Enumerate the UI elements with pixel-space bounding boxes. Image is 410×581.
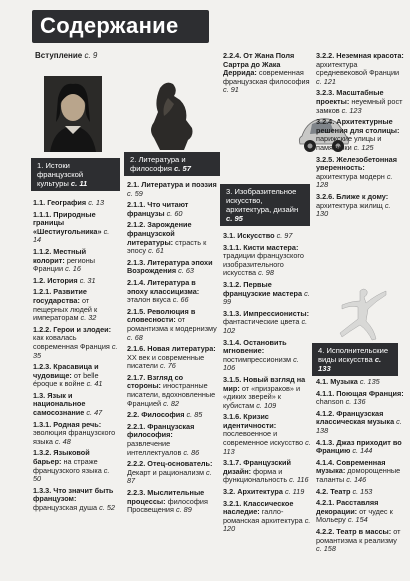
toc-entry[interactable] (33, 421, 119, 447)
toc-entry-page: с. 130 (316, 200, 391, 219)
toc-entry[interactable] (33, 211, 119, 245)
toc-entry-desc: от романтизма к модернизму (127, 315, 217, 333)
toc-entry[interactable] (127, 460, 217, 486)
toc-entry-number: 3.1.6. (223, 412, 244, 422)
toc-entry-number: 2.2.2. (127, 459, 148, 469)
toc-entry-desc: неуемный рост замков (316, 96, 403, 115)
toc-entry-page: с. 158 (316, 544, 336, 554)
toc-entry[interactable] (33, 288, 119, 322)
toc-entry-page: с. 35 (33, 341, 118, 360)
toc-entry[interactable] (223, 413, 311, 456)
toc-entry-desc: парижские улицы и памятники (316, 134, 382, 152)
toc-entry-page: с. 13 (88, 198, 105, 207)
toc-entry-title: Остановить мгновение: (223, 337, 287, 356)
toc-entry-number: 1.2.3. (33, 362, 54, 372)
toc-entry-number: 2.2.3. (127, 488, 148, 497)
toc-entry[interactable] (223, 281, 311, 307)
toc-entry-page: с. 41 (86, 379, 103, 389)
toc-entry-page: с. 120 (223, 515, 311, 534)
toc-entry-title: Родная речь: (53, 419, 102, 429)
toc-entry[interactable] (316, 459, 404, 485)
toc-entry-title: Классическое наследие: (223, 498, 294, 517)
toc-entry-desc: архитектура модерн (316, 171, 385, 181)
toc-entry-title: Архитектурные решения для столицы: (316, 117, 400, 135)
toc-entry-page: с. 52 (99, 503, 115, 512)
toc-entry-title: Французская философия: (127, 421, 195, 440)
toc-entry-page: с. 128 (316, 171, 393, 190)
toc-entry-desc: XX век и современные писатели (127, 352, 205, 371)
toc-entry-desc: архитектура жилищ (316, 200, 383, 210)
toc-entry-number: 1.1.2. (33, 246, 54, 256)
toc-entry-page: с. 91 (223, 85, 239, 95)
toc-entry-desc: доморощенные таланты (316, 466, 401, 484)
toc-entry[interactable] (33, 449, 119, 483)
toc-entry-number: 4.2.1. (316, 498, 337, 508)
toc-entry-title: Новый взгляд на мир: (223, 374, 306, 393)
toc-entry-number: 2.2.4. (223, 51, 244, 60)
toc-entry-number: 3.2.2. (316, 51, 337, 60)
toc-entry-page: с. 16 (65, 264, 81, 274)
toc-column-4 (316, 52, 404, 222)
toc-entry-title: Современная музыка: (316, 457, 386, 476)
toc-entry-page: с. 32 (80, 313, 97, 323)
toc-entry-desc: от чудес к Мольеру (316, 506, 393, 525)
toc-entry-desc: галло-романская архитектура (223, 507, 303, 525)
toc-entry-desc: развлечение интеллектуалов (127, 439, 182, 457)
toc-entry-page: с. 154 (347, 515, 368, 525)
toc-entry-number: 3.2.4. (316, 117, 337, 127)
toc-entry-page: с. 135 (359, 377, 380, 386)
toc-entry-title: Литература эпохи Возрождения (127, 257, 213, 276)
toc-entry-title: Развитие государства: (33, 287, 87, 305)
toc-entry-page: с. 121 (316, 76, 336, 86)
toc-entry[interactable] (316, 52, 404, 86)
toc-entry-desc: от пещерных людей к императорам (33, 295, 98, 323)
toc-entry-desc: философия Просвещения (127, 496, 208, 515)
toc-entry-title: Французский дизайн: (223, 458, 292, 476)
toc-column-3-top (223, 52, 311, 98)
toc-entry-page: с. 123 (341, 105, 362, 115)
toc-entry[interactable] (223, 459, 311, 485)
toc-entry-number: 2.1.3. (127, 257, 148, 267)
toc-entry-title: Революция в словесности: (127, 306, 196, 325)
toc-entry-desc: Декарт и рационализм (127, 467, 204, 477)
toc-entry-page: с. 48 (54, 436, 71, 446)
toc-entry-page: с. 31 (79, 275, 96, 285)
toc-entry-title: Масштабные проекты: (316, 88, 384, 106)
section-title-1: 1. Истоки французской культуры (37, 161, 84, 188)
toc-entry-number: 1.3. (33, 390, 48, 400)
section-head-3[interactable] (220, 184, 310, 226)
toc-entry[interactable] (223, 500, 311, 534)
toc-entry[interactable] (316, 488, 404, 497)
toc-entry-number: 1.3.3. (33, 485, 54, 495)
toc-entry[interactable] (33, 199, 119, 208)
toc-entry-page: с. 60 (166, 208, 183, 218)
toc-entry-page: с. 102 (223, 317, 308, 335)
toc-entry-title: Музыка (330, 377, 358, 386)
toc-entry-page: с. 86 (183, 447, 200, 457)
toc-entry[interactable] (127, 201, 217, 218)
toc-entry-title: Расставляя декорации: (316, 498, 379, 516)
toc-entry-page: с. 85 (186, 410, 203, 420)
toc-entry[interactable] (316, 193, 404, 219)
toc-entry-desc: на страже французского языка (33, 457, 102, 475)
toc-entry-title: Искусство (237, 231, 275, 240)
toc-entry-number: 1.2. (33, 275, 48, 285)
toc-entry-title: От Жана Поля Сартра до Жака Деррида: (223, 51, 295, 78)
toc-entry-title: Кризис идентичности: (223, 412, 277, 430)
toc-entry-number: 2.1.2. (127, 220, 148, 230)
toc-entry[interactable] (316, 528, 404, 554)
toc-entry-page: с. 89 (175, 505, 192, 515)
toc-entry[interactable] (316, 378, 404, 387)
toc-entry-page: с. 50 (33, 465, 110, 484)
toc-entry[interactable] (223, 232, 311, 241)
toc-entry-number: 3.1.1. (223, 242, 244, 252)
section-title-3: 3. Изобразительное искусство, архитектура, дизайн (226, 187, 299, 214)
toc-entry-title: Язык и национальное самосознание (33, 390, 86, 418)
toc-entry[interactable] (223, 488, 311, 497)
toc-entry-desc: страсть к эпосу (127, 237, 207, 256)
toc-entry-desc: эталон вкуса (127, 295, 171, 305)
toc-entry-page: с. 144 (352, 446, 373, 456)
section-title-2: 2. Литература и философия (130, 155, 186, 173)
title-bar (32, 10, 209, 43)
toc-entry[interactable] (127, 423, 217, 457)
toc-entry-number: 3.2.5. (316, 154, 337, 164)
toc-entry[interactable] (316, 410, 404, 436)
descartes-portrait-image (44, 76, 102, 152)
toc-entry-number: 3.1.3. (223, 308, 244, 318)
toc-entry-number: 1.3.2. (33, 448, 54, 458)
toc-entry-number: 3.1.4. (223, 337, 244, 347)
toc-entry-number: 2.1.6. (127, 344, 148, 354)
toc-entry[interactable] (33, 363, 119, 389)
toc-entry-number: 2.1.1. (127, 200, 148, 210)
toc-entry-number: 1.1.1. (33, 209, 54, 219)
toc-entry-number: 4.2. (316, 486, 331, 496)
toc-entry[interactable] (127, 489, 217, 515)
toc-entry-page: с. 138 (316, 417, 402, 435)
toc-entry-number: 3.1.2. (223, 279, 244, 289)
toc-entry-page: с. 82 (163, 398, 179, 408)
toc-entry-title: Литература в эпоху классицизма: (127, 277, 200, 296)
toc-entry-desc: регионы Франции (33, 255, 95, 274)
toc-entry-title: Герои и злодеи: (53, 324, 112, 334)
toc-entry-title: Что значит быть французом: (33, 485, 114, 504)
section-page-4: с. 133 (318, 355, 382, 373)
toc-entry-page: с. 99 (223, 288, 310, 307)
toc-column-2 (127, 181, 217, 518)
section-page-2: с. 57 (174, 164, 191, 173)
toc-entry[interactable] (316, 89, 404, 115)
toc-entry-number: 2.1.7. (127, 372, 148, 382)
toc-entry-title: Философия (141, 410, 185, 420)
toc-entry-number: 1.1. (33, 198, 48, 207)
toc-entry-number: 4.1. (316, 377, 331, 386)
toc-entry-desc: эволюция французского языка (33, 428, 116, 446)
toc-entry-number: 3.1. (223, 231, 238, 240)
section-title-4: 4. Исполнительские виды искусства (318, 346, 389, 364)
toc-entry-desc: традиции французского изобразительного искусства (223, 251, 304, 278)
intro-label: Вступление (35, 51, 83, 60)
toc-entry-page: с. 125 (353, 142, 374, 152)
toc-entry-title: Французская классическая музыка (316, 408, 395, 427)
toc-entry[interactable] (316, 118, 404, 152)
toc-entry[interactable] (127, 181, 217, 198)
intro-page: с. 9 (84, 51, 98, 60)
toc-entry-page: с. 14 (33, 226, 110, 245)
toc-entry[interactable] (33, 326, 119, 360)
toc-entry-title: Театр (330, 486, 351, 496)
toc-entry-desc: постимпрессионизм (223, 354, 292, 364)
toc-entry-title: Железобетонная уверенность: (316, 154, 397, 173)
toc-entry-page: с. 119 (284, 487, 305, 497)
toc-entry-title: Взгляд со стороны: (127, 372, 184, 391)
toc-entry-title: Что читают французы (127, 200, 189, 218)
toc-entry-number: 3.2.6. (316, 191, 337, 201)
toc-entry-number: 4.1.4. (316, 457, 337, 467)
toc-entry-title: Архитектура (237, 487, 283, 497)
toc-entry-number: 3.2. (223, 487, 238, 497)
toc-entry[interactable] (127, 411, 217, 420)
toc-entry-number: 3.2.3. (316, 88, 337, 98)
toc-entry-title: Театр в массы: (336, 526, 392, 536)
toc-entry[interactable] (316, 390, 404, 407)
toc-entry[interactable] (316, 439, 404, 456)
section-page-1: с. 11 (70, 179, 88, 188)
intro-entry[interactable] (35, 51, 97, 60)
toc-entry-page: с. 98 (258, 268, 274, 278)
section-head-1[interactable] (31, 158, 120, 191)
toc-entry-title: Литература и поэзия (141, 180, 217, 189)
toc-entry[interactable] (127, 374, 217, 408)
section-head-2[interactable] (124, 152, 220, 176)
toc-entry-title: Джаз приходит во Францию (316, 437, 402, 456)
toc-entry-page: с. 66 (172, 295, 189, 305)
dancer-image (336, 285, 390, 343)
toc-entry-number: 3.1.5. (223, 374, 244, 384)
toc-entry-desc: французская душа (33, 503, 98, 512)
toc-entry-page: с. 113 (223, 438, 311, 456)
toc-entry-number: 4.1.3. (316, 437, 337, 447)
toc-entry-page: с. 76 (160, 361, 176, 371)
toc-entry-page: с. 116 (289, 475, 309, 485)
toc-entry-desc: форма и функциональность (223, 466, 288, 485)
toc-entry-title: Красавица и чудовище: (33, 362, 99, 380)
toc-entry-number: 2.1.5. (127, 306, 148, 316)
toc-entry-title: История (47, 275, 78, 285)
toc-column-3 (223, 232, 311, 537)
toc-entry-page: с. 146 (346, 474, 367, 484)
toc-entry-title: Ближе к дому: (336, 191, 389, 201)
toc-entry-title: Местный колорит: (33, 246, 87, 265)
toc-entry-desc: иностранные писатели, вдохновленные Францией (127, 381, 216, 408)
toc-entry-title: Мыслительные процессы: (127, 488, 205, 506)
toc-entry[interactable] (223, 339, 311, 373)
toc-entry-desc: послевоенное и современное искусство (223, 429, 304, 448)
toc-entry-page: с. 87 (127, 467, 212, 486)
toc-entry-page: с. 153 (352, 486, 373, 496)
toc-entry-page: с. 47 (86, 408, 103, 418)
toc-entry-page: с. 97 (276, 231, 293, 240)
toc-entry-title: География (47, 198, 87, 207)
toc-entry-page: с. 109 (256, 400, 277, 410)
toc-entry-number: 1.2.1. (33, 287, 54, 297)
toc-entry-page: с. 59 (127, 188, 143, 198)
toc-entry-title: Новая литература: (147, 344, 216, 354)
toc-entry-desc: современная французская философия (223, 68, 310, 86)
toc-entry-title: Поющая Франция: (336, 388, 404, 398)
toc-entry-title: Неземная красота: (336, 51, 404, 60)
toc-entry-desc: chanson (316, 397, 344, 407)
toc-entry[interactable] (127, 308, 217, 342)
toc-entry-desc: от романтизма к реализму (316, 526, 401, 545)
toc-entry-number: 1.3.1. (33, 419, 54, 429)
section-head-4[interactable] (312, 343, 398, 376)
toc-entry-page: с. 68 (127, 332, 143, 342)
toc-entry[interactable] (127, 259, 217, 276)
toc-entry[interactable] (33, 248, 119, 274)
toc-entry-title: Природные границы «Шестиугольника» (33, 209, 102, 236)
toc-entry-number: 3.2.1. (223, 498, 244, 508)
toc-entry-number: 2.2.1. (127, 421, 148, 431)
toc-entry[interactable] (316, 156, 404, 190)
toc-entry-number: 2.2. (127, 410, 142, 420)
toc-entry[interactable] (316, 499, 404, 525)
toc-entry-number: 3.1.7. (223, 458, 244, 468)
toc-entry[interactable] (223, 52, 311, 95)
page-title: Содержание (40, 13, 179, 38)
toc-entry-desc: от «призраков» и «диких зверей» к кубистам (223, 383, 301, 410)
toc-entry-number: 1.2.2. (33, 324, 54, 334)
toc-entry-number: 4.2.2. (316, 526, 337, 536)
toc-entry-desc: как ковалась современная Франция (33, 333, 110, 351)
section-page-3: с. 95 (226, 214, 243, 223)
toc-column-1 (33, 199, 119, 516)
toc-entry-page: с. 106 (223, 354, 299, 373)
toc-entry-desc: от belle époque к войне (33, 370, 99, 389)
toc-entry[interactable] (223, 310, 311, 336)
toc-entry-desc: фантастические цвета (223, 317, 300, 327)
thinker-statue-image (140, 78, 200, 153)
toc-entry-title: Языковой барьер: (33, 448, 90, 467)
toc-column-4b (316, 378, 404, 557)
toc-entry-page: с. 136 (345, 397, 366, 407)
toc-entry[interactable] (223, 244, 311, 278)
toc-entry-number: 4.1.1. (316, 388, 337, 398)
toc-entry-page: с. 63 (178, 266, 194, 276)
toc-entry[interactable] (33, 277, 119, 286)
toc-entry[interactable] (127, 345, 217, 371)
toc-entry[interactable] (127, 221, 217, 255)
toc-entry-title: Первые французские мастера (223, 279, 303, 298)
toc-entry[interactable] (33, 487, 119, 513)
toc-entry[interactable] (127, 279, 217, 305)
toc-entry-title: Отец-основатель: (147, 459, 213, 469)
toc-entry-title: Кисти мастера: (243, 242, 299, 252)
toc-entry[interactable] (33, 392, 119, 418)
toc-entry[interactable] (223, 376, 311, 410)
toc-entry-number: 2.1. (127, 180, 142, 189)
toc-entry-desc: архитектура средневековой Франции (316, 59, 400, 78)
toc-entry-page: с. 61 (148, 246, 164, 256)
toc-entry-number: 2.1.4. (127, 277, 148, 287)
toc-entry-title: Зарождение французской литературы: (127, 220, 192, 247)
toc-entry-title: Импрессионисты: (243, 308, 310, 318)
toc-entry-number: 4.1.2. (316, 408, 337, 418)
